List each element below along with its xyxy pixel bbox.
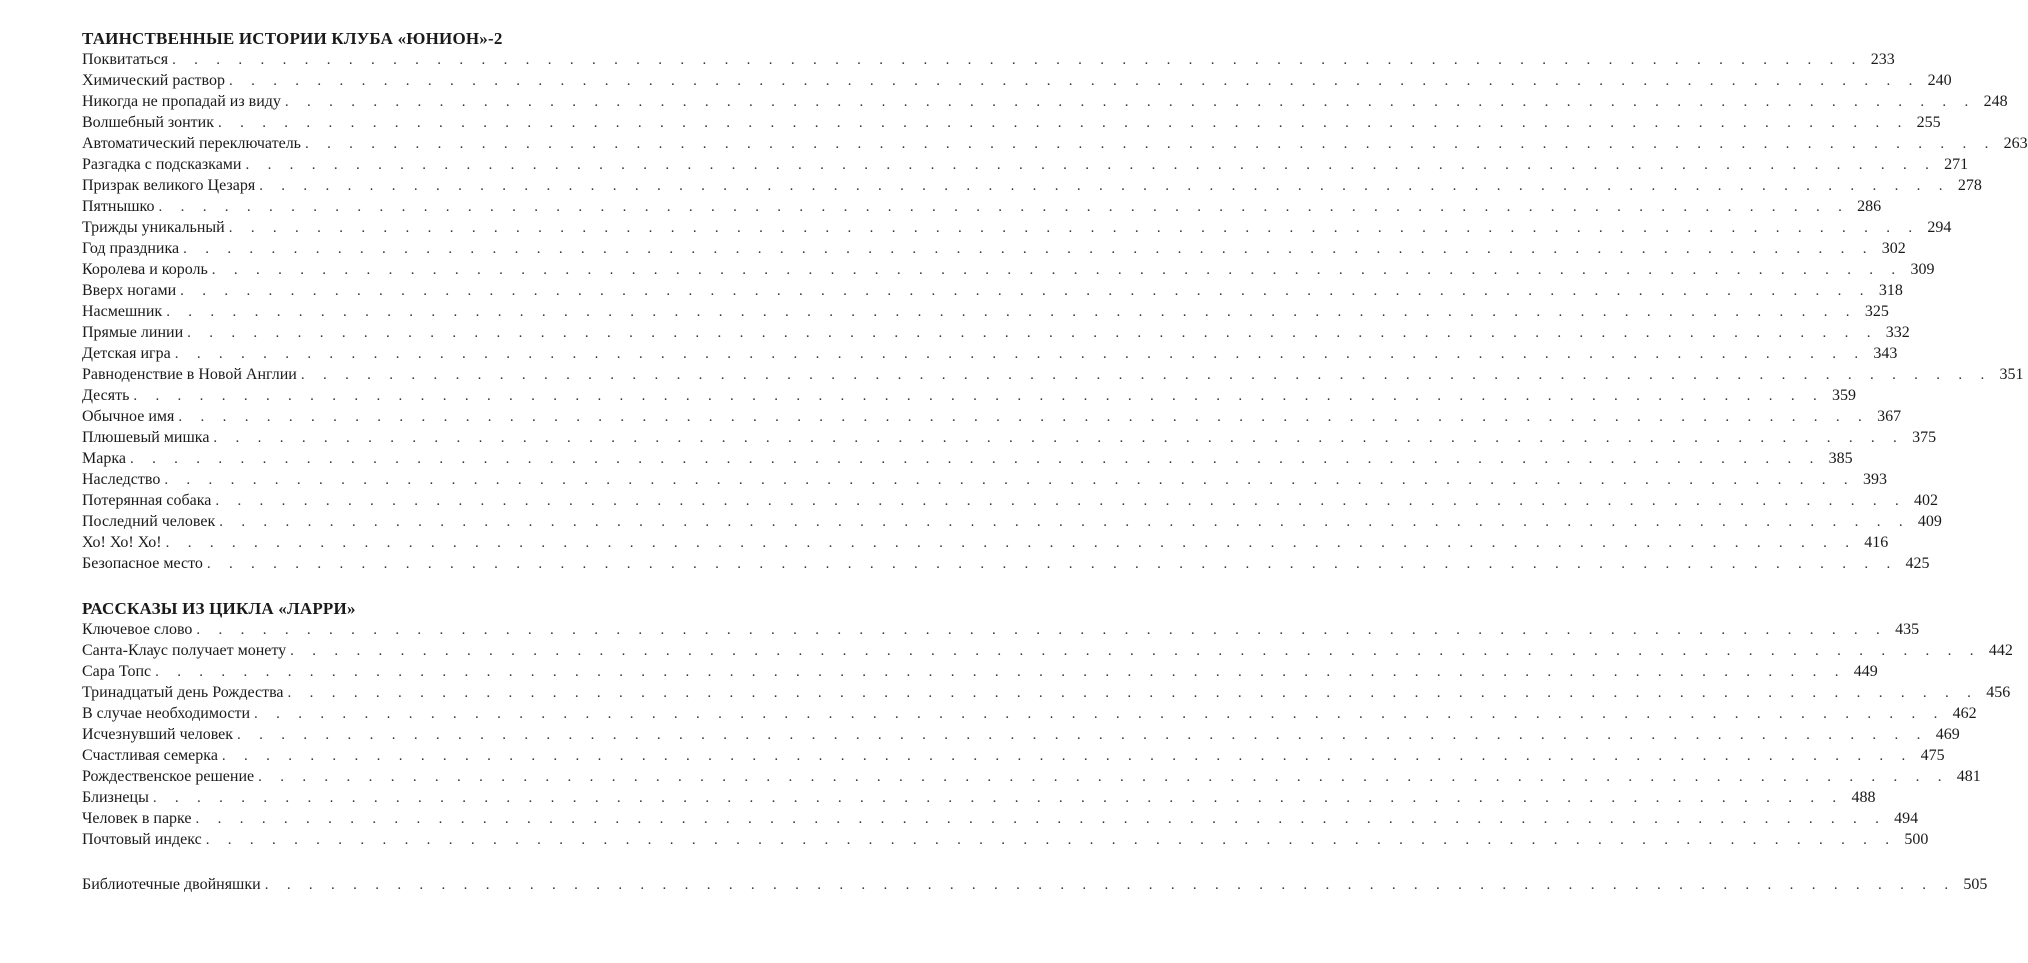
dot-leader: . . . . . . . . . . . . . . . . . . . . . . . . . . . . . . . . . . . . . . . . . . . . . . . . . . . . . . . . . . . . . . . . . . . . . . . . . . . . . — [195, 811, 1887, 827]
toc-entry — [82, 322, 1910, 343]
entry-title: Десять — [82, 387, 130, 404]
entry-page-number: 233 — [1870, 51, 1895, 68]
dot-leader: . . . . . . . . . . . . . . . . . . . . . . . . . . . . . . . . . . . . . . . . . . . . . . . . . . . . . . . . . . . . . . . . . . . . . . . . . . . . . — [187, 325, 1878, 341]
toc-entry — [82, 217, 1952, 238]
toc-entry — [82, 133, 2028, 154]
entry-page-number: 494 — [1894, 810, 1919, 827]
toc-section — [82, 28, 2028, 574]
entry-title: Королева и король — [82, 261, 208, 278]
entry-title: Безопасное место — [82, 555, 203, 572]
toc-entry — [82, 238, 1906, 259]
dot-leader: . . . . . . . . . . . . . . . . . . . . . . . . . . . . . . . . . . . . . . . . . . . . . . . . . . . . . . . . . . . . . . . . . . . . . . . . . . . . . — [215, 493, 1907, 509]
dot-leader: . . . . . . . . . . . . . . . . . . . . . . . . . . . . . . . . . . . . . . . . . . . . . . . . . . . . . . . . . . . . . . . . . . . . . . . . . . . . . — [287, 685, 1979, 701]
toc-entry — [82, 703, 1977, 724]
entry-page-number: 309 — [1910, 261, 1935, 278]
toc-entry — [82, 49, 1895, 70]
toc-entry — [82, 385, 1857, 406]
entry-title: Вверх ногами — [82, 282, 177, 299]
entry-page-number: 402 — [1914, 492, 1939, 509]
dot-leader: . . . . . . . . . . . . . . . . . . . . . . . . . . . . . . . . . . . . . . . . . . . . . . . . . . . . . . . . . . . . . . . . . . . . . . . . . . . . . — [174, 346, 1866, 362]
entry-title: Трижды уникальный — [82, 219, 225, 236]
dot-leader: . . . . . . . . . . . . . . . . . . . . . . . . . . . . . . . . . . . . . . . . . . . . . . . . . . . . . . . . . . . . . . . . . . . . . . . . . . . . . — [219, 514, 1910, 530]
entry-page-number: 375 — [1912, 429, 1937, 446]
entry-page-number: 456 — [1986, 684, 2011, 701]
entry-title: Пятнышко — [82, 198, 155, 215]
entry-page-number: 278 — [1957, 177, 1982, 194]
toc-entry — [82, 364, 2024, 385]
dot-leader: . . . . . . . . . . . . . . . . . . . . . . . . . . . . . . . . . . . . . . . . . . . . . . . . . . . . . . . . . . . . . . . . . . . . . . . . . . . . . — [166, 304, 1857, 320]
dot-leader: . . . . . . . . . . . . . . . . . . . . . . . . . . . . . . . . . . . . . . . . . . . . . . . . . . . . . . . . . . . . . . . . . . . . . . . . . . . . . — [165, 535, 1857, 551]
entry-page-number: 367 — [1877, 408, 1902, 425]
toc-entry — [82, 682, 2011, 703]
dot-leader: . . . . . . . . . . . . . . . . . . . . . . . . . . . . . . . . . . . . . . . . . . . . . . . . . . . . . . . . . . . . . . . . . . . . . . . . . . . . . — [155, 664, 1846, 680]
dot-leader: . . . . . . . . . . . . . . . . . . . . . . . . . . . . . . . . . . . . . . . . . . . . . . . . . . . . . . . . . . . . . . . . . . . . . . . . . . . . . — [245, 157, 1937, 173]
dot-leader: . . . . . . . . . . . . . . . . . . . . . . . . . . . . . . . . . . . . . . . . . . . . . . . . . . . . . . . . . . . . . . . . . . . . . . . . . . . . . — [218, 115, 1909, 131]
entry-page-number: 286 — [1857, 198, 1882, 215]
entry-page-number: 359 — [1832, 387, 1857, 404]
entry-page-number: 500 — [1904, 831, 1929, 848]
entry-title: Счастливая семерка — [82, 747, 218, 764]
entry-page-number: 393 — [1862, 471, 1887, 488]
entry-list — [82, 49, 2028, 574]
toc-entry — [82, 112, 1941, 133]
entry-page-number: 343 — [1873, 345, 1898, 362]
entry-title: Химический раствор — [82, 72, 225, 89]
dot-leader: . . . . . . . . . . . . . . . . . . . . . . . . . . . . . . . . . . . . . . . . . . . . . . . . . . . . . . . . . . . . . . . . . . . . . . . . . . . . . — [172, 52, 1863, 68]
entry-title: Человек в парке — [82, 810, 192, 827]
dot-leader: . . . . . . . . . . . . . . . . . . . . . . . . . . . . . . . . . . . . . . . . . . . . . . . . . . . . . . . . . . . . . . . . . . . . . . . . . . . . . — [229, 73, 1920, 89]
entry-title: Равноденствие в Новой Англии — [82, 366, 297, 383]
dot-leader: . . . . . . . . . . . . . . . . . . . . . . . . . . . . . . . . . . . . . . . . . . . . . . . . . . . . . . . . . . . . . . . . . . . . . . . . . . . . . — [196, 622, 1888, 638]
entry-title: Разгадка с подсказками — [82, 156, 242, 173]
section-title: ТАИНСТВЕННЫЕ ИСТОРИИ КЛУБА «ЮНИОН»-2 — [82, 29, 503, 48]
toc-entry — [82, 553, 1930, 574]
entry-page-number: 271 — [1944, 156, 1969, 173]
entry-title: Марка — [82, 450, 126, 467]
entry-page-number: 475 — [1920, 747, 1945, 764]
entry-title: Рождественское решение — [82, 768, 255, 785]
toc-entry — [82, 511, 1942, 532]
toc-entry — [82, 196, 1882, 217]
entry-title: Никогда не пропадай из виду — [82, 93, 281, 110]
table-of-contents — [82, 28, 2028, 895]
dot-leader: . . . . . . . . . . . . . . . . . . . . . . . . . . . . . . . . . . . . . . . . . . . . . . . . . . . . . . . . . . . . . . . . . . . . . . . . . . . . . — [211, 262, 1903, 278]
entry-title: Обычное имя — [82, 408, 175, 425]
dot-leader: . . . . . . . . . . . . . . . . . . . . . . . . . . . . . . . . . . . . . . . . . . . . . . . . . . . . . . . . . . . . . . . . . . . . . . . . . . . . . — [254, 706, 1945, 722]
entry-list — [82, 874, 1988, 895]
entry-title: Плюшевый мишка — [82, 429, 210, 446]
entry-title: Прямые линии — [82, 324, 184, 341]
entry-page-number: 240 — [1927, 72, 1952, 89]
dot-leader: . . . . . . . . . . . . . . . . . . . . . . . . . . . . . . . . . . . . . . . . . . . . . . . . . . . . . . . . . . . . . . . . . . . . . . . . . . . . . — [129, 451, 1821, 467]
toc-section — [82, 874, 1988, 895]
entry-page-number: 332 — [1885, 324, 1910, 341]
entry-page-number: 325 — [1864, 303, 1889, 320]
entry-page-number: 462 — [1952, 705, 1977, 722]
toc-entry — [82, 469, 1887, 490]
dot-leader: . . . . . . . . . . . . . . . . . . . . . . . . . . . . . . . . . . . . . . . . . . . . . . . . . . . . . . . . . . . . . . . . . . . . . . . . . . . . . — [284, 94, 1976, 110]
entry-title: Потерянная собака — [82, 492, 212, 509]
toc-entry — [82, 766, 1981, 787]
toc-entry — [82, 175, 1982, 196]
entry-title: В случае необходимости — [82, 705, 251, 722]
toc-entry — [82, 154, 1969, 175]
dot-leader: . . . . . . . . . . . . . . . . . . . . . . . . . . . . . . . . . . . . . . . . . . . . . . . . . . . . . . . . . . . . . . . . . . . . . . . . . . . . . — [237, 727, 1928, 743]
entry-title: Хо! Хо! Хо! — [82, 534, 162, 551]
entry-title: Призрак великого Цезаря — [82, 177, 256, 194]
toc-entry — [82, 745, 1945, 766]
entry-page-number: 488 — [1851, 789, 1876, 806]
dot-leader: . . . . . . . . . . . . . . . . . . . . . . . . . . . . . . . . . . . . . . . . . . . . . . . . . . . . . . . . . . . . . . . . . . . . . . . . . . . . . — [259, 178, 1950, 194]
dot-leader: . . . . . . . . . . . . . . . . . . . . . . . . . . . . . . . . . . . . . . . . . . . . . . . . . . . . . . . . . . . . . . . . . . . . . . . . . . . . . — [228, 220, 1920, 236]
entry-page-number: 416 — [1864, 534, 1889, 551]
dot-leader: . . . . . . . . . . . . . . . . . . . . . . . . . . . . . . . . . . . . . . . . . . . . . . . . . . . . . . . . . . . . . . . . . . . . . . . . . . . . . — [158, 199, 1850, 215]
entry-page-number: 409 — [1917, 513, 1942, 530]
entry-title: Детская игра — [82, 345, 171, 362]
toc-entry — [82, 406, 1902, 427]
entry-title: Наследство — [82, 471, 161, 488]
entry-title: Исчезнувший человек — [82, 726, 234, 743]
entry-page-number: 481 — [1956, 768, 1981, 785]
entry-list — [82, 619, 2013, 850]
toc-entry — [82, 91, 2008, 112]
toc-entry — [82, 70, 1952, 91]
toc-entry — [82, 619, 1920, 640]
toc-entry — [82, 448, 1853, 469]
dot-leader: . . . . . . . . . . . . . . . . . . . . . . . . . . . . . . . . . . . . . . . . . . . . . . . . . . . . . . . . . . . . . . . . . . . . . . . . . . . . . — [205, 832, 1897, 848]
entry-page-number: 442 — [1988, 642, 2013, 659]
entry-title: Ключевое слово — [82, 621, 193, 638]
entry-title: Санта-Клаус получает монету — [82, 642, 287, 659]
toc-sections — [82, 28, 2028, 895]
dot-leader: . . . . . . . . . . . . . . . . . . . . . . . . . . . . . . . . . . . . . . . . . . . . . . . . . . . . . . . . . . . . . . . . . . . . . . . . . . . . . — [164, 472, 1855, 488]
dot-leader: . . . . . . . . . . . . . . . . . . . . . . . . . . . . . . . . . . . . . . . . . . . . . . . . . . . . . . . . . . . . . . . . . . . . . . . . . . . . . — [152, 790, 1844, 806]
section-spacer — [82, 850, 591, 874]
dot-leader: . . . . . . . . . . . . . . . . . . . . . . . . . . . . . . . . . . . . . . . . . . . . . . . . . . . . . . . . . . . . . . . . . . . . . . . . . . . . . — [213, 430, 1905, 446]
entry-title: Почтовый индекс — [82, 831, 202, 848]
entry-page-number: 248 — [1983, 93, 2008, 110]
entry-title: Последний человек — [82, 513, 216, 530]
toc-entry — [82, 874, 1988, 895]
dot-leader: . . . . . . . . . . . . . . . . . . . . . . . . . . . . . . . . . . . . . . . . . . . . . . . . . . . . . . . . . . . . . . . . . . . . . . . . . . . . . — [133, 388, 1825, 404]
entry-title: Поквитаться — [82, 51, 169, 68]
dot-leader: . . . . . . . . . . . . . . . . . . . . . . . . . . . . . . . . . . . . . . . . . . . . . . . . . . . . . . . . . . . . . . . . . . . . . . . . . . . . . — [300, 367, 1992, 383]
entry-page-number: 318 — [1878, 282, 1903, 299]
entry-title: Тринадцатый день Рождества — [82, 684, 284, 701]
toc-entry — [82, 640, 2013, 661]
toc-entry — [82, 661, 1878, 682]
entry-page-number: 385 — [1828, 450, 1853, 467]
toc-entry — [82, 427, 1937, 448]
dot-leader: . . . . . . . . . . . . . . . . . . . . . . . . . . . . . . . . . . . . . . . . . . . . . . . . . . . . . . . . . . . . . . . . . . . . . . . . . . . . . — [264, 877, 1956, 893]
entry-title: Волшебный зонтик — [82, 114, 214, 131]
entry-title: Насмешник — [82, 303, 163, 320]
toc-entry — [82, 808, 1919, 829]
dot-leader: . . . . . . . . . . . . . . . . . . . . . . . . . . . . . . . . . . . . . . . . . . . . . . . . . . . . . . . . . . . . . . . . . . . . . . . . . . . . . — [206, 556, 1898, 572]
dot-leader: . . . . . . . . . . . . . . . . . . . . . . . . . . . . . . . . . . . . . . . . . . . . . . . . . . . . . . . . . . . . . . . . . . . . . . . . . . . . . — [290, 643, 1981, 659]
toc-section — [82, 598, 2013, 850]
toc-entry — [82, 280, 1903, 301]
toc-entry — [82, 787, 1876, 808]
entry-page-number: 263 — [2003, 135, 2028, 152]
entry-title: Близнецы — [82, 789, 149, 806]
toc-entry — [82, 829, 1929, 850]
entry-title: Библиотечные двойняшки — [82, 876, 261, 893]
toc-entry — [82, 301, 1889, 322]
section-title: РАССКАЗЫ ИЗ ЦИКЛА «ЛАРРИ» — [82, 599, 356, 618]
entry-title: Год праздника — [82, 240, 180, 257]
entry-page-number: 469 — [1935, 726, 1960, 743]
toc-entry — [82, 259, 1935, 280]
entry-page-number: 255 — [1916, 114, 1941, 131]
section-spacer — [82, 574, 591, 598]
dot-leader: . . . . . . . . . . . . . . . . . . . . . . . . . . . . . . . . . . . . . . . . . . . . . . . . . . . . . . . . . . . . . . . . . . . . . . . . . . . . . — [258, 769, 1949, 785]
toc-entry — [82, 490, 1939, 511]
dot-leader: . . . . . . . . . . . . . . . . . . . . . . . . . . . . . . . . . . . . . . . . . . . . . . . . . . . . . . . . . . . . . . . . . . . . . . . . . . . . . — [183, 241, 1874, 257]
toc-entry — [82, 724, 1960, 745]
entry-title: Автоматический переключатель — [82, 135, 301, 152]
dot-leader: . . . . . . . . . . . . . . . . . . . . . . . . . . . . . . . . . . . . . . . . . . . . . . . . . . . . . . . . . . . . . . . . . . . . . . . . . . . . . — [178, 409, 1870, 425]
entry-page-number: 351 — [1999, 366, 2024, 383]
entry-title: Сара Топс — [82, 663, 152, 680]
entry-page-number: 505 — [1963, 876, 1988, 893]
toc-entry — [82, 343, 1898, 364]
dot-leader: . . . . . . . . . . . . . . . . . . . . . . . . . . . . . . . . . . . . . . . . . . . . . . . . . . . . . . . . . . . . . . . . . . . . . . . . . . . . . — [221, 748, 1913, 764]
entry-page-number: 302 — [1881, 240, 1906, 257]
entry-page-number: 449 — [1853, 663, 1878, 680]
entry-page-number: 435 — [1895, 621, 1920, 638]
entry-page-number: 425 — [1905, 555, 1930, 572]
entry-page-number: 294 — [1927, 219, 1952, 236]
toc-entry — [82, 532, 1889, 553]
dot-leader: . . . . . . . . . . . . . . . . . . . . . . . . . . . . . . . . . . . . . . . . . . . . . . . . . . . . . . . . . . . . . . . . . . . . . . . . . . . . . — [180, 283, 1871, 299]
dot-leader: . . . . . . . . . . . . . . . . . . . . . . . . . . . . . . . . . . . . . . . . . . . . . . . . . . . . . . . . . . . . . . . . . . . . . . . . . . . . . — [304, 136, 1996, 152]
